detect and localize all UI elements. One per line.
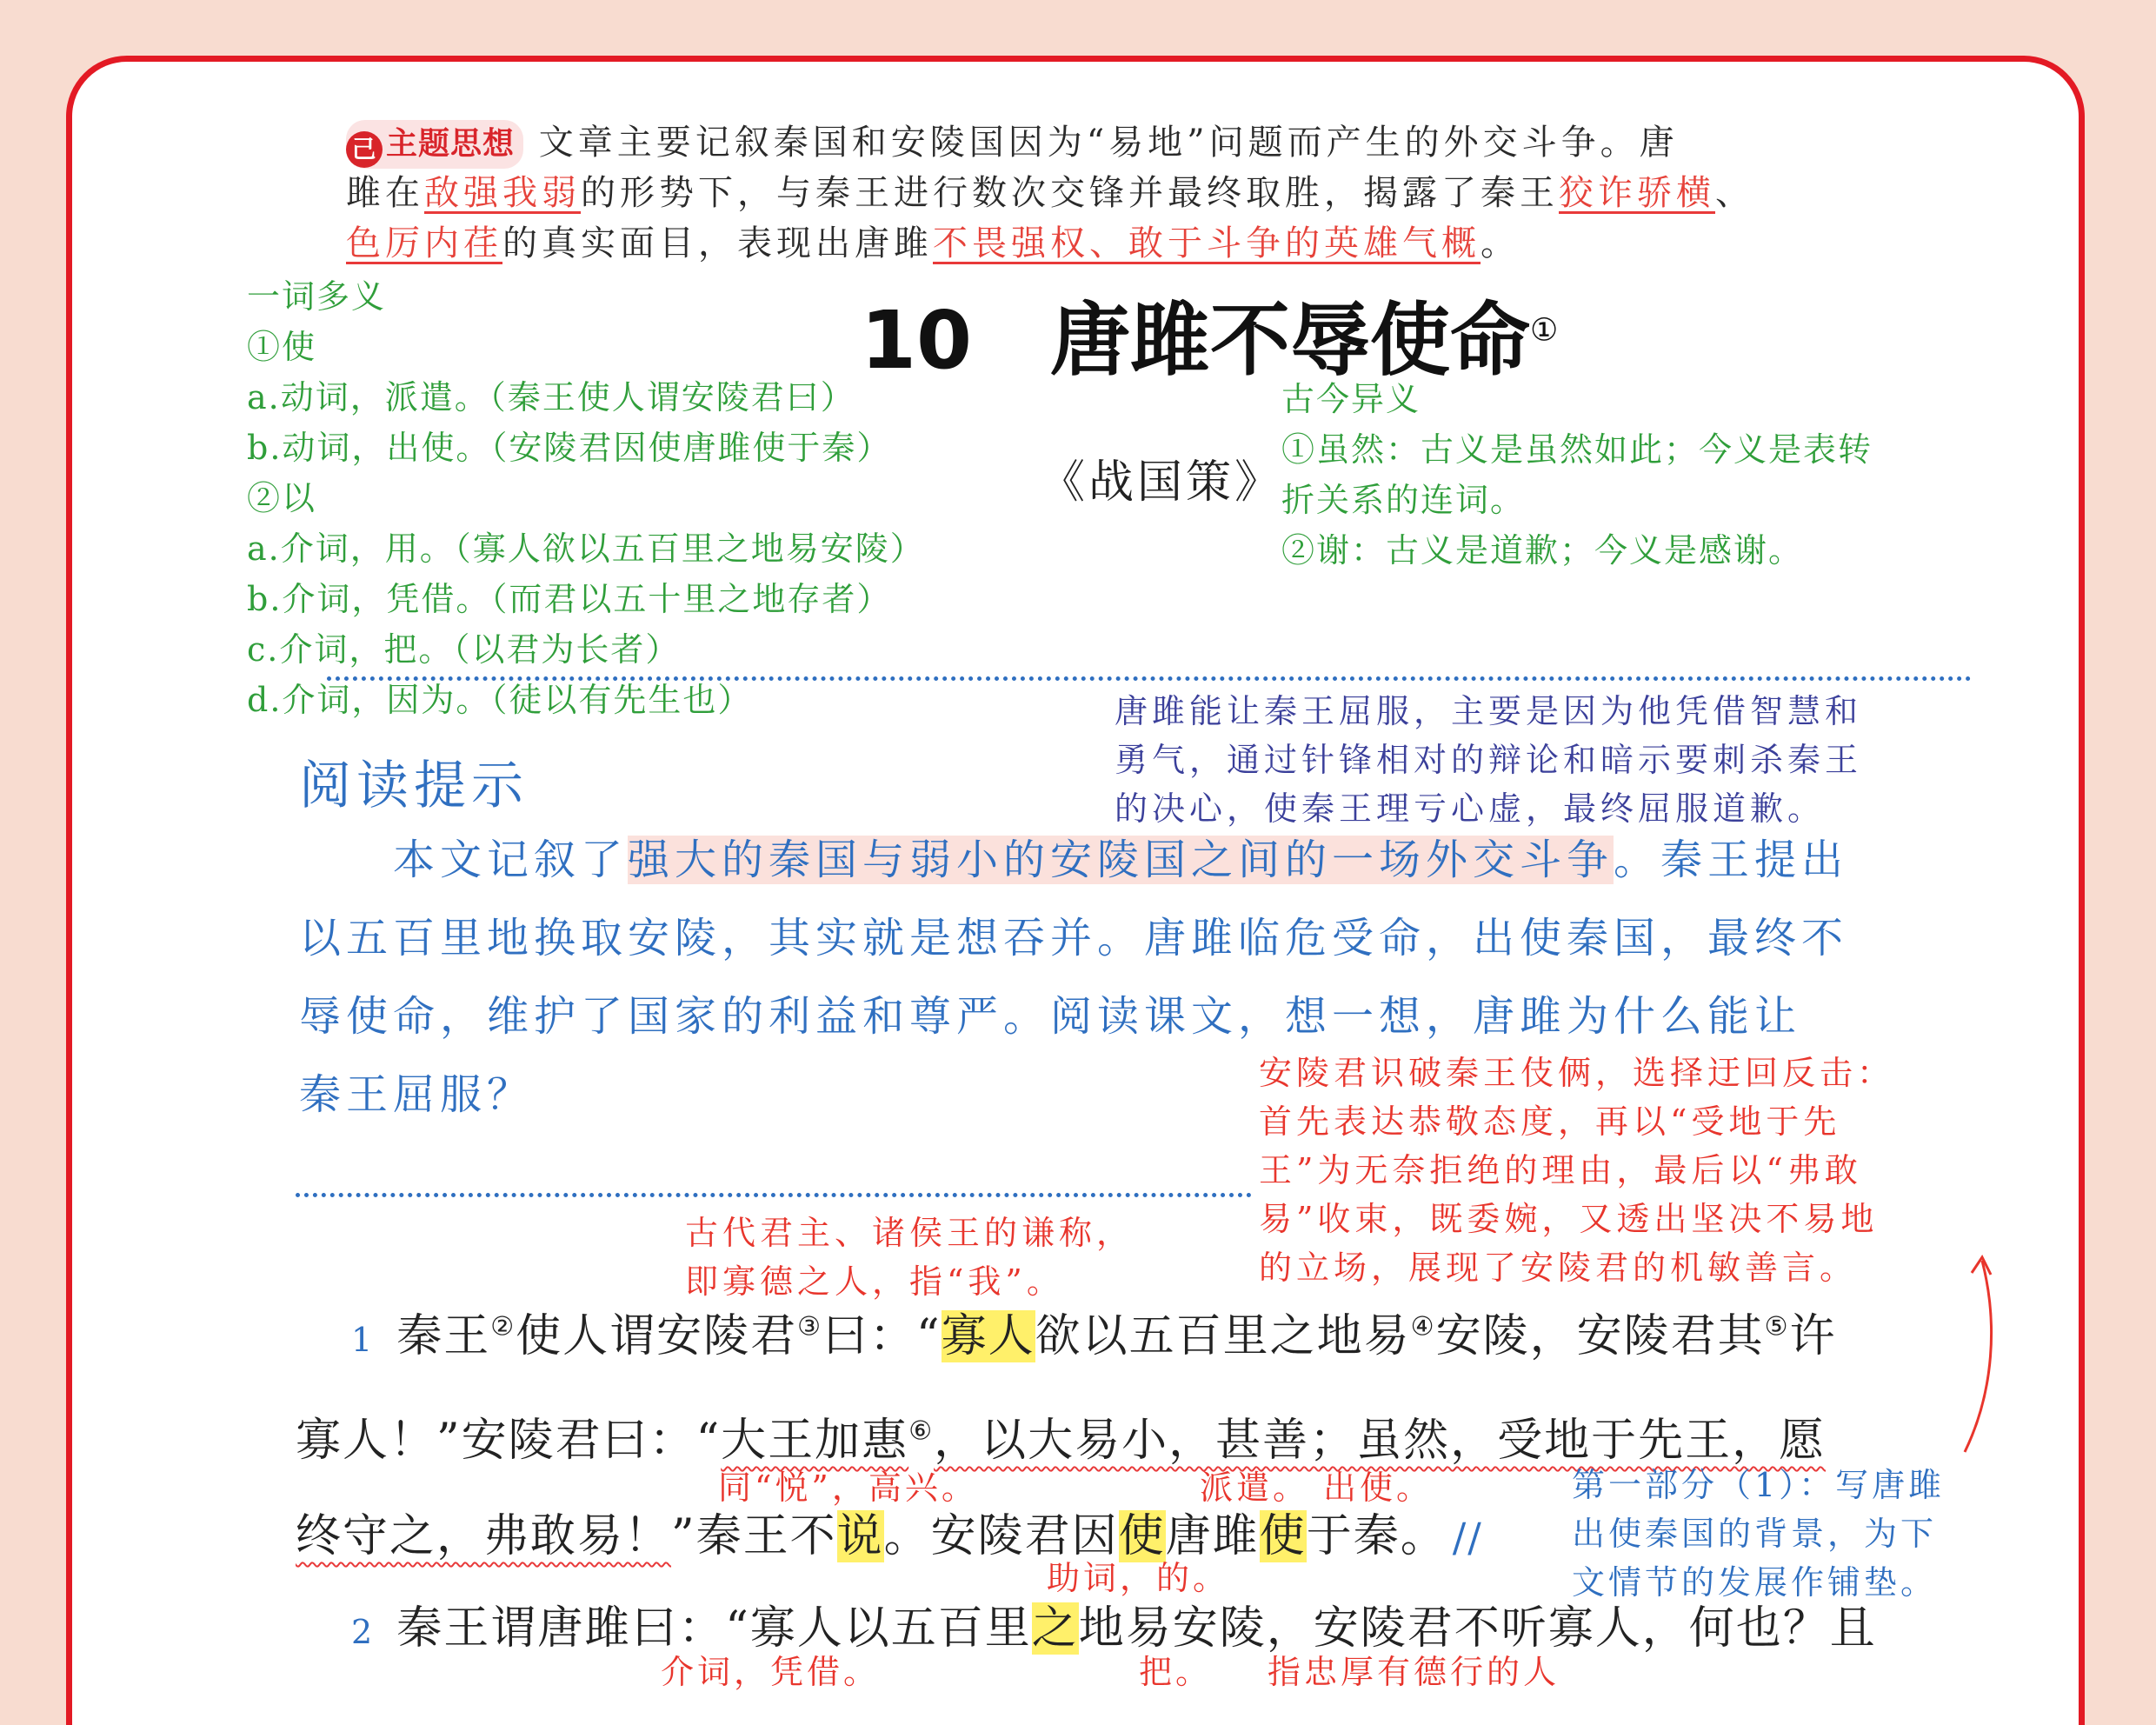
annotation-guaren: 古代君主、诸侯王的谦称， 即寡德之人，指“我”。 (685, 1214, 1135, 1301)
section-divider-mark: // (1452, 1514, 1483, 1561)
polysemy-note (247, 271, 925, 725)
note-zhanghou: 指忠厚有德行的人 (1268, 1653, 1560, 1691)
reading-tips-body: 本文记叙了强大的秦国与弱小的安陵国之间的一场外交斗争。秦王提出 以五百里地换取安陵，其实就是想吞并。唐雎临危受命，出使秦国，最终不 辱使命，维护了国家的利益和尊严。阅读课文，想一想，唐雎为什么能让 秦王屈服？ (299, 836, 1849, 1119)
theme-badge-icon: 己 (346, 131, 383, 168)
reading-tips-heading: 阅读提示 (299, 756, 529, 816)
theme-badge: 己 主题思想 (346, 120, 523, 169)
ancient-modern-heading: 古今异义 (1281, 380, 1421, 418)
theme-keyword: 不畏强权、敢于斗争的英雄气概 (933, 223, 1481, 263)
paragraph-number: 2 (351, 1613, 375, 1651)
dotted-divider (296, 1193, 1252, 1197)
answer-note: 唐雎能让秦王屈服，主要是因为他凭借智慧和 勇气，通过针锋相对的辩论和暗示要刺杀秦王 的决心，使秦王理亏心虚，最终屈服道歉。 (1115, 692, 1863, 828)
theme-line-2: 雎在敌强我弱的形势下，与秦王进行数次交锋并最终取胜，揭露了秦王狡诈骄横、 (346, 173, 1754, 213)
note-chushi: 出使。 (1323, 1469, 1434, 1507)
note-yue: 同“悦”，高兴。 (718, 1469, 978, 1507)
annotation-right: 安陵君识破秦王伎俩，选择迂回反击： 首先表达恭敬态度，再以“受地于先 王”为无奈拒绝的理由，最后以“弗敢 易”收束，既委婉，又透出坚决不易地 的立场，展现了安陵君的机敏善言。 (1259, 1054, 1895, 1287)
dotted-divider (327, 676, 1972, 681)
theme-line-3: 色厉内荏的真实面目，表现出唐雎不畏强权、敢于斗争的英雄气概。 (346, 223, 1520, 263)
lesson-title: 10 唐雎不辱使命① (861, 294, 1559, 387)
lesson-title-text: 唐雎不辱使命 (1050, 294, 1531, 387)
polysemy-item: ①使 (247, 328, 317, 366)
note-paiqian: 派遣。 (1200, 1469, 1310, 1507)
paragraph-1-line-1: 1 秦王②使人谓安陵君③曰：“寡人欲以五百里之地易④安陵，安陵君其⑤许 (351, 1310, 1837, 1362)
paragraph-number: 1 (351, 1321, 375, 1359)
theme-keyword: 敌强我弱 (424, 173, 581, 213)
paragraph-1-line-2: 寡人！”安陵君曰：“大王加惠⑥，以大易小，甚善；虽然，受地于先王，愿 (296, 1415, 1827, 1467)
polysemy-item: d.介词，因为。（徒以有先生也） (247, 681, 753, 719)
paragraph-1-line-3: 终守之，弗敢易！”秦王不说。安陵君因使唐雎使于秦。 // (296, 1510, 1483, 1562)
note-pingjie: 介词，凭借。 (661, 1653, 881, 1691)
paragraph-2-line-1: 2 秦王谓唐雎曰：“寡人以五百里之地易安陵，安陵君不听寡人，何也？且 (351, 1602, 1877, 1655)
theme-keyword: 狡诈骄横 (1559, 173, 1715, 213)
polysemy-item: b.动词，出使。（安陵君因使唐雎使于秦） (247, 429, 892, 467)
ancient-modern-note: 古今异义 ①虽然：古义是虽然如此；今义是表转 折关系的连词。 ②谢：古义是道歉；今义是感谢。 (1281, 374, 1873, 576)
polysemy-heading: 一词多义 (247, 277, 387, 316)
polysemy-item: a.介词，用。（寡人欲以五百里之地易安陵） (247, 529, 925, 568)
lesson-source: 《战国策》 (1040, 456, 1284, 509)
theme-line-1: 己 主题思想 文章主要记叙秦国和安陵国因为“易地”问题而产生的外交斗争。唐 (346, 118, 1679, 169)
lesson-number: 10 (861, 294, 973, 387)
note-ba: 把。 (1139, 1653, 1213, 1691)
note-zhuci: 助词，的。 (1047, 1559, 1230, 1597)
part-summary-note: 第一部分（1）：写唐雎 出使秦国的背景，为下 文情节的发展作铺垫。 (1572, 1466, 1946, 1602)
annotation-arrow (1947, 1252, 2017, 1461)
polysemy-item: a.动词，派遣。（秦王使人谓安陵君曰） (247, 378, 855, 416)
polysemy-item: ②以 (247, 479, 317, 517)
theme-keyword: 色厉内荏 (346, 223, 502, 263)
polysemy-item: b.介词，凭借。（而君以五十里之地存者） (247, 580, 892, 618)
polysemy-item: c.介词，把。（以君为长者） (247, 630, 681, 669)
